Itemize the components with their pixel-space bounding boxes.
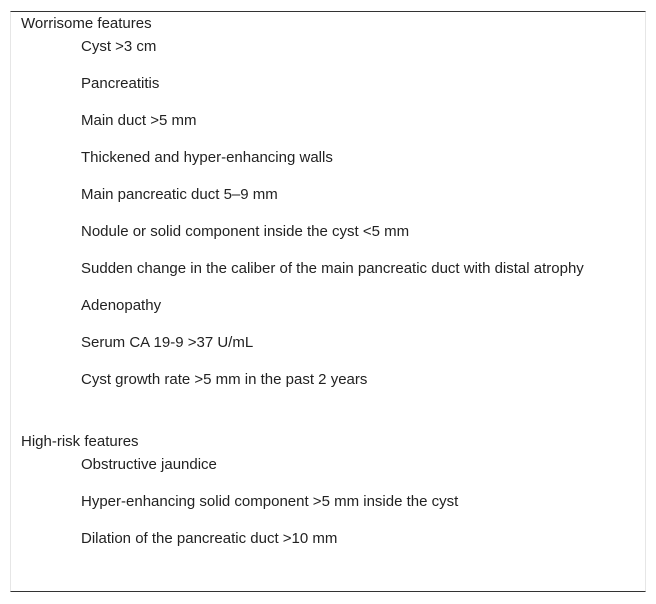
list-item: Adenopathy xyxy=(81,297,162,314)
list-item: Hyper-enhancing solid component >5 mm inside the cyst xyxy=(81,493,459,510)
list-item: Nodule or solid component inside the cyst <5 mm xyxy=(81,223,410,240)
list-item: Thickened and hyper-enhancing walls xyxy=(81,149,333,166)
list-item: Main duct >5 mm xyxy=(81,112,197,129)
list-item: Serum CA 19-9 >37 U/mL xyxy=(81,334,254,351)
list-item: Obstructive jaundice xyxy=(81,456,217,473)
section-heading-worrisome: Worrisome features xyxy=(21,15,152,32)
features-table xyxy=(10,11,646,592)
list-item: Cyst growth rate >5 mm in the past 2 years xyxy=(81,371,368,388)
list-item: Pancreatitis xyxy=(81,75,160,92)
list-item: Cyst >3 cm xyxy=(81,38,157,55)
list-item: Sudden change in the caliber of the main pancreatic duct with distal atrophy xyxy=(81,260,584,277)
section-heading-high-risk: High-risk features xyxy=(21,433,139,450)
list-item: Main pancreatic duct 5–9 mm xyxy=(81,186,278,203)
list-item: Dilation of the pancreatic duct >10 mm xyxy=(81,530,338,547)
